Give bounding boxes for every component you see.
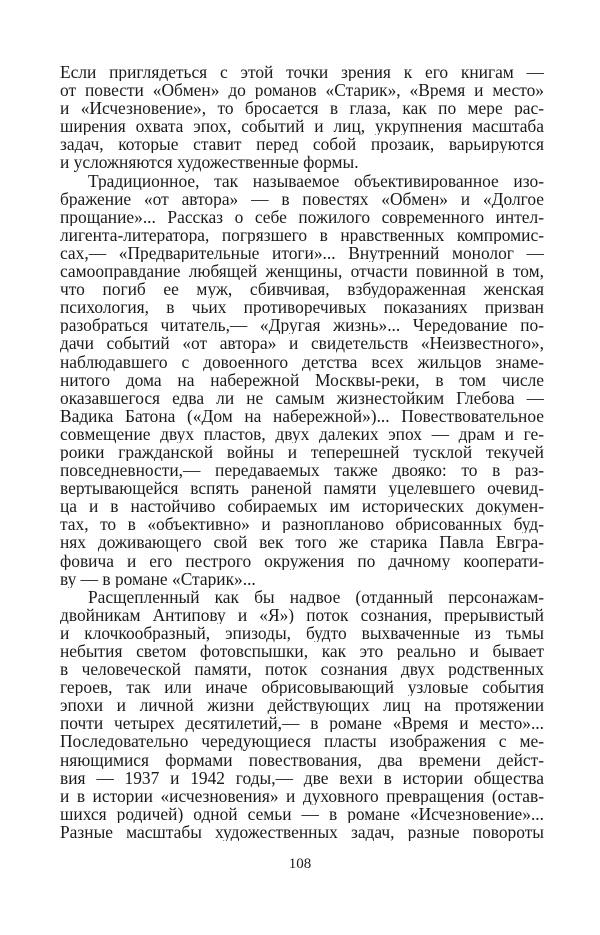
text-line: оказавшегося едва ли не самым жизнестойким Глебова — — [60, 388, 544, 407]
paragraph-2 — [60, 172, 544, 588]
page-number: 108 — [288, 856, 312, 872]
text-line: фовича и его пестрого окружения по дачному кооперати- — [60, 551, 544, 570]
text-line: тах, то в «объективно» и разнопланово обрисованных буд- — [60, 515, 544, 534]
page-body — [60, 63, 544, 841]
text-line: почти четырех десятилетий,— в романе «Время и место»... — [60, 714, 544, 733]
text-line: героев, так или иначе обрисовывающий узловые события — [60, 678, 544, 697]
text-line: лигента-литератора, погрязшего в нравственных компромис- — [60, 225, 544, 244]
text-line: разобраться читатель,— «Другая жизнь»... Чередование по- — [60, 316, 544, 335]
text-line: нитого дома на набережной Москвы-реки, в том числе — [60, 370, 544, 389]
text-line: от повести «Обмен» до романов «Старик», «Время и место» — [60, 81, 544, 100]
text-line: ца и в настойчиво собираемых им исторических докумен- — [60, 497, 544, 516]
text-line: Последовательно чередующиеся пласты изображения с ме- — [60, 732, 544, 751]
paragraph-3 — [60, 588, 544, 841]
text-line: вертывающейся вспять раненой памяти уцелевшего очевид- — [60, 479, 544, 498]
text-line: задач, которые ставит перед собой прозаик, варьируются — [60, 135, 544, 154]
text-line: Традиционное, так называемое объективированное изо- — [88, 171, 544, 190]
text-line: и клочкообразный, эпизоды, будто выхваченные из тьмы — [60, 623, 544, 642]
paragraph-1 — [60, 63, 544, 172]
text-line: наблюдавшего с довоенного детства всех жильцов знаме- — [60, 352, 544, 371]
text-line: Вадика Батона («Дом на набережной»)... Повествовательное — [60, 406, 544, 425]
text-line: шихся родичей) одной семьи — в романе «Исчезновение»... — [60, 804, 544, 823]
text-line: совмещение двух пластов, двух далеких эпох — драм и ге- — [60, 424, 544, 443]
text-line: Разные масштабы художественных задач, разные повороты — [60, 822, 544, 842]
text-line: ву — в романе «Старик»... — [60, 569, 256, 588]
text-line: и усложняются художественные формы. — [60, 153, 359, 172]
text-line: и «Исчезновение», то бросается в глаза, как по мере рас- — [60, 99, 544, 118]
text-line: дачи событий «от автора» и свидетельств «Неизвестного», — [60, 334, 544, 353]
text-line: няющимися формами повествования, два времени дейст- — [60, 750, 544, 769]
text-line: вия — 1937 и 1942 годы,— две вехи в истории общества — [60, 768, 544, 787]
text-line: прощание»... Рассказ о себе пожилого современного интел- — [60, 207, 544, 226]
text-line: Расщепленный как бы надвое (отданный персонажам- — [88, 587, 544, 606]
text-line: повседневности,— передаваемых также двояко: то в раз- — [60, 461, 544, 480]
text-line: бражение «от автора» — в повестях «Обмен» и «Долгое — [60, 189, 544, 208]
text-line: роики гражданской войны и теперешней тусклой текучей — [60, 442, 544, 462]
text-line: сах,— «Предварительные итоги»... Внутренний монолог — — [60, 243, 544, 263]
text-line: ширения охвата эпох, событий и лиц, укрупнения масштаба — [60, 117, 544, 136]
text-line: небытия светом фотовспышки, как это реально и бывает — [60, 642, 544, 661]
text-line: и в истории «исчезновения» и духовного превращения (остав- — [60, 786, 544, 805]
text-line: в человеческой памяти, поток сознания двух родственных — [60, 660, 544, 679]
text-line: нях доживающего свой век того же старика Павла Евгра- — [60, 533, 544, 552]
text-line: Если приглядеться с этой точки зрения к его книгам — — [60, 63, 544, 82]
text-line: двойникам Антипову и «Я») поток сознания, прерывистый — [60, 605, 544, 624]
text-line: эпохи и личной жизни действующих лиц на протяжении — [60, 696, 544, 715]
text-line: что погиб ее муж, сбивчивая, взбудораженная женская — [60, 280, 544, 299]
text-line: самооправдание любящей женщины, отчасти повинной в том, — [60, 262, 544, 281]
text-line: психология, в чьих противоречивых показаниях призван — [60, 298, 544, 317]
